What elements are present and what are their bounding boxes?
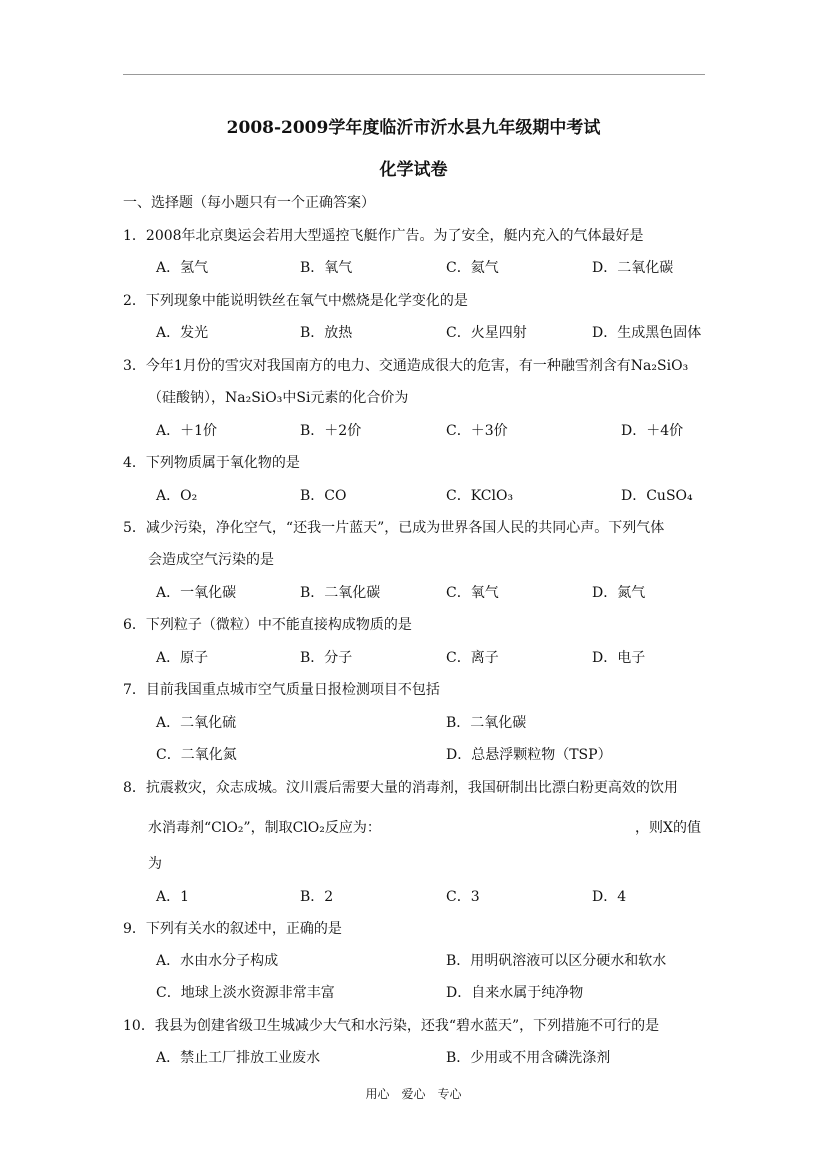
option-d: D．CuSO₄	[621, 488, 693, 504]
option-a: A．＋1价	[156, 423, 218, 439]
option-b: B．用明矾溶液可以区分硬水和软水	[446, 953, 667, 969]
option-a: A．发光	[156, 325, 209, 341]
question-stem: 2．下列现象中能说明铁丝在氧气中燃烧是化学变化的是	[123, 293, 468, 309]
option-a: A．原子	[156, 650, 209, 666]
question-stem: 3．今年1月份的雪灾对我国南方的电力、交通造成很大的危害，有一种融雪剂含有Na₂SiO₃	[123, 358, 689, 374]
option-c: C．地球上淡水资源非常丰富	[156, 985, 335, 1001]
option-b: B．少用或不用含磷洗涤剂	[446, 1050, 611, 1066]
option-a: A．氢气	[156, 260, 209, 276]
page-footer: 用心 爱心 专心	[365, 1087, 462, 1101]
question-stem: 9．下列有关水的叙述中，正确的是	[123, 921, 342, 937]
question-stem: 4．下列物质属于氧化物的是	[123, 455, 300, 471]
option-a: A．水由水分子构成	[156, 953, 279, 969]
option-b: B．氧气	[300, 260, 353, 276]
question-stem: 8．抗震救灾，众志成城。汶川震后需要大量的消毒剂，我国研制出比漂白粉更高效的饮用	[123, 780, 678, 796]
option-c: C．氧气	[446, 585, 499, 601]
option-a: A．1	[156, 889, 190, 905]
option-b: B．二氧化碳	[446, 715, 527, 731]
option-d: D．自来水属于纯净物	[446, 985, 584, 1001]
question-stem-cont: （硅酸钠），Na₂SiO₃中Si元素的化合价为	[148, 390, 409, 406]
option-d: D．4	[592, 889, 627, 905]
exam-title: 2008-2009学年度临沂市沂水县九年级期中考试	[226, 118, 601, 138]
option-d: D．电子	[592, 650, 646, 666]
question-stem: 6．下列粒子（微粒）中不能直接构成物质的是	[123, 617, 412, 633]
option-d: D．总悬浮颗粒物（TSP）	[446, 747, 612, 763]
option-b: B．CO	[300, 488, 347, 504]
option-d: D．＋4价	[621, 423, 684, 439]
option-b: B．2	[300, 889, 334, 905]
option-c: C．氦气	[446, 260, 499, 276]
option-a: A．一氧化碳	[156, 585, 237, 601]
section-heading: 一、选择题（每小题只有一个正确答案）	[123, 195, 375, 211]
question-stem-cont: 水消毒剂“ClO₂”，制取ClO₂反应为：	[148, 820, 381, 836]
option-c: C．离子	[446, 650, 499, 666]
option-c: C．KClO₃	[446, 488, 514, 504]
question-stem: 1．2008年北京奥运会若用大型遥控飞艇作广告。为了安全，艇内充入的气体最好是	[123, 228, 644, 244]
option-c: C．火星四射	[446, 325, 527, 341]
option-b: B．＋2价	[300, 423, 362, 439]
option-b: B．二氧化碳	[300, 585, 381, 601]
question-stem-cont: 为	[148, 856, 162, 872]
option-b: B．分子	[300, 650, 353, 666]
question-stem-cont: ，则X的值	[635, 820, 701, 836]
option-b: B．放热	[300, 325, 353, 341]
option-c: C．二氧化氮	[156, 747, 237, 763]
option-a: A．二氧化硫	[156, 715, 237, 731]
option-a: A．O₂	[156, 488, 198, 504]
option-d: D．氮气	[592, 585, 646, 601]
question-stem: 5．减少污染，净化空气，“还我一片蓝天”，已成为世界各国人民的共同心声。下列气体	[123, 520, 665, 536]
option-c: C．3	[446, 889, 480, 905]
question-stem: 10．我县为创建省级卫生城减少大气和水污染，还我“碧水蓝天”，下列措施不可行的是	[123, 1018, 660, 1034]
option-d: D．二氧化碳	[592, 260, 674, 276]
option-c: C．＋3价	[446, 423, 508, 439]
option-d: D．生成黑色固体	[592, 325, 702, 341]
question-stem: 7．目前我国重点城市空气质量日报检测项目不包括	[123, 682, 440, 698]
option-a: A．禁止工厂排放工业废水	[156, 1050, 321, 1066]
header-rule	[123, 74, 705, 75]
exam-subtitle: 化学试卷	[379, 160, 448, 180]
question-stem-cont: 会造成空气污染的是	[148, 552, 274, 568]
